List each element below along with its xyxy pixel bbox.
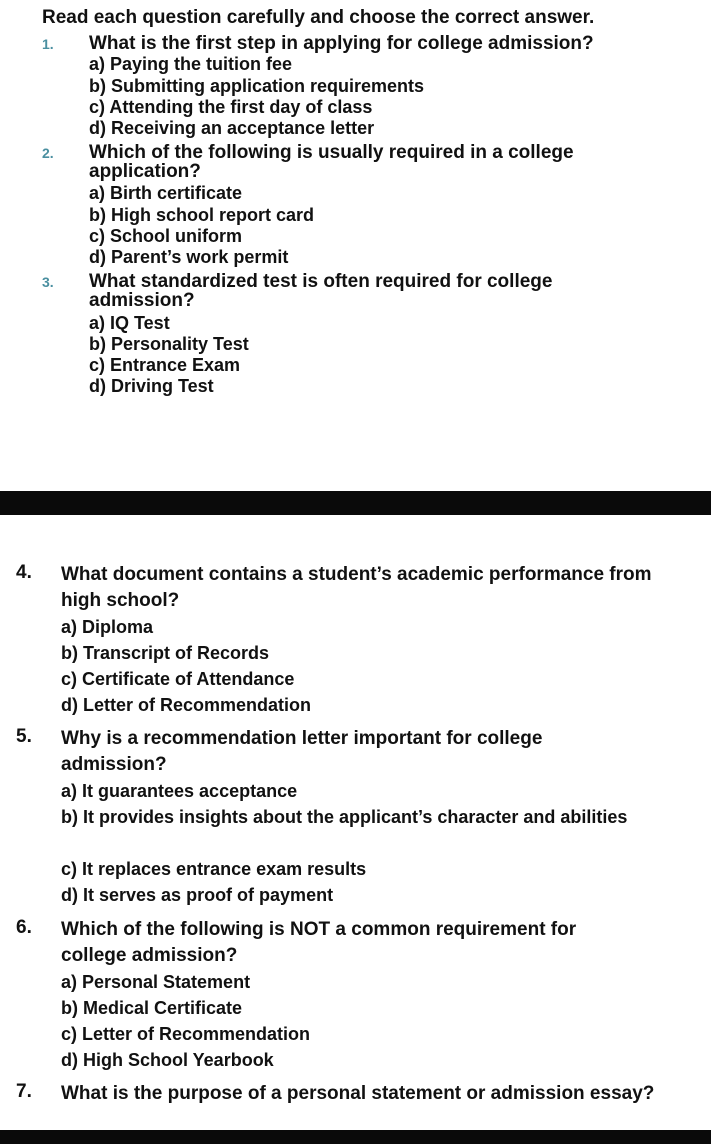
option-c[interactable]: c) Entrance Exam <box>89 355 241 375</box>
question-text: Why is a recommendation letter important for college admission? <box>61 728 543 775</box>
question-text: What standardized test is often required for college admission? <box>89 271 553 311</box>
option-a[interactable]: a) Birth certificate <box>89 183 243 203</box>
question-text: What is the first step in applying for college admission? <box>89 33 594 54</box>
question-number: 1. <box>42 36 54 52</box>
top-page-panel <box>0 0 711 491</box>
option-a[interactable]: a) It guarantees acceptance <box>61 781 298 801</box>
question-number: 5. <box>16 726 32 747</box>
question-number: 6. <box>16 917 32 938</box>
question-text: Which of the following is NOT a common requirement for college admission? <box>61 919 577 966</box>
option-b[interactable]: b) Medical Certificate <box>61 998 243 1018</box>
instruction-text: Read each question carefully and choose the correct answer. <box>42 7 595 28</box>
question-number: 3. <box>42 274 54 290</box>
option-c[interactable]: c) Letter of Recommendation <box>61 1024 311 1044</box>
question-text: Which of the following is usually required in a college application? <box>89 142 574 182</box>
option-a[interactable]: a) IQ Test <box>89 313 170 333</box>
page-divider <box>0 491 711 515</box>
option-a[interactable]: a) Diploma <box>61 617 154 637</box>
question-text: What document contains a student’s academic performance from high school? <box>61 564 652 611</box>
option-d[interactable]: d) Letter of Recommendation <box>61 695 312 715</box>
option-d[interactable]: d) Driving Test <box>89 376 214 396</box>
bottom-page-panel <box>0 515 711 1130</box>
option-c[interactable]: c) School uniform <box>89 226 242 246</box>
option-c[interactable]: c) It replaces entrance exam results <box>61 859 367 879</box>
option-b[interactable]: b) Submitting application requirements <box>89 76 425 96</box>
option-c[interactable]: c) Attending the first day of class <box>89 97 373 117</box>
option-c[interactable]: c) Certificate of Attendance <box>61 669 295 689</box>
option-b[interactable]: b) High school report card <box>89 205 315 225</box>
option-b[interactable]: b) Transcript of Records <box>61 643 270 663</box>
option-a[interactable]: a) Personal Statement <box>61 972 251 992</box>
question-number: 2. <box>42 145 54 161</box>
option-b[interactable]: b) Personality Test <box>89 334 249 354</box>
question-number: 7. <box>16 1081 32 1102</box>
bottom-edge-bar <box>0 1130 711 1144</box>
option-b[interactable]: b) It provides insights about the applicant’s character and abilities <box>61 807 628 827</box>
option-a[interactable]: a) Paying the tuition fee <box>89 54 293 74</box>
option-d[interactable]: d) Parent’s work permit <box>89 247 289 267</box>
question-text: What is the purpose of a personal statement or admission essay? <box>61 1083 655 1104</box>
option-d[interactable]: d) Receiving an acceptance letter <box>89 118 375 138</box>
option-d[interactable]: d) High School Yearbook <box>61 1050 274 1070</box>
question-number: 4. <box>16 562 32 583</box>
option-d[interactable]: d) It serves as proof of payment <box>61 885 334 905</box>
